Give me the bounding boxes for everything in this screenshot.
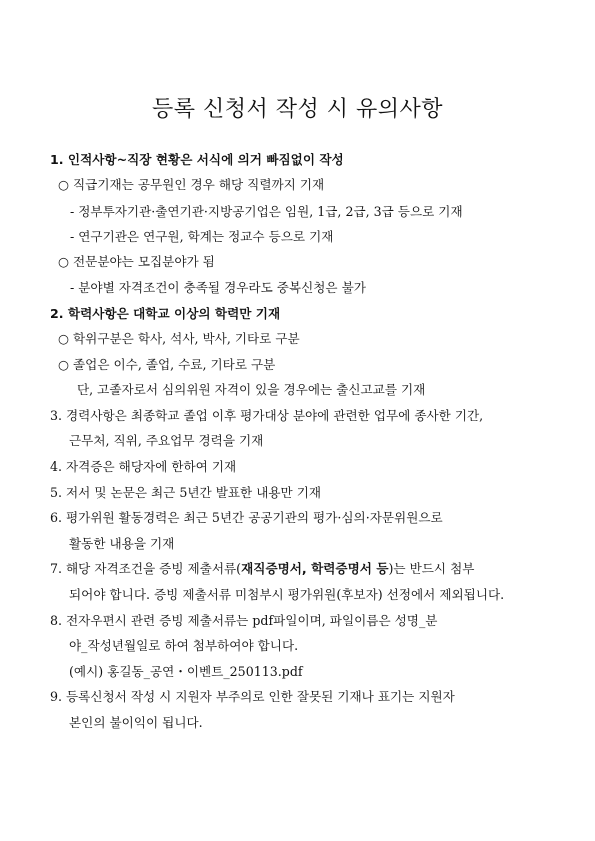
item-1-sub-1: - 정부투자기관·출연기관·지방공기업은 임원, 1급, 2급, 3급 등으로 기재 [70,204,463,219]
item-1-bullet-2: ○ 전문분야는 모집분야가 됨 [58,254,215,269]
item-1-heading: 1. 인적사항~직장 현황은 서식에 의거 빠짐없이 작성 [50,152,344,167]
item-9-line-2: 본인의 불이익이 됩니다. [69,715,203,730]
item-2-note: 단, 고졸자로서 심의위원 자격이 있을 경우에는 출신고교를 기재 [77,382,426,397]
item-7-emphasis: 재직증명서, 학력증명서 등 [241,561,389,576]
item-7-text-start: 7. 해당 자격조건을 증빙 제출서류( [50,561,242,576]
item-8-line-2: 야_작성년월일로 하여 첨부하여야 합니다. [69,638,299,653]
item-6-line-1: 6. 평가위원 활동경력은 최근 5년간 공공기관의 평가·심의·자문위원으로 [50,510,443,525]
item-3-line-2: 근무처, 직위, 주요업무 경력을 기재 [69,433,264,448]
item-8-example: (예시) 홍길동_공연・이벤트_250113.pdf [69,664,303,679]
item-8-line-1: 8. 전자우편시 관련 증빙 제출서류는 pdf파일이며, 파일이름은 성명_분 [50,613,438,628]
item-4: 4. 자격증은 해당자에 한하여 기재 [50,459,237,474]
item-7-line-2: 되어야 합니다. 증빙 제출서류 미첨부시 평가위원(후보자) 선정에서 제외됩니다. [69,587,505,602]
item-2-bullet-1: ○ 학위구분은 학사, 석사, 박사, 기타로 구분 [58,331,300,346]
item-3-line-1: 3. 경력사항은 최종학교 졸업 이후 평가대상 분야에 관련한 업무에 종사한 기간, [50,408,484,423]
item-9-line-1: 9. 등록신청서 작성 시 지원자 부주의로 인한 잘못된 기재나 표기는 지원자 [50,689,455,704]
item-7-text-end: )는 반드시 첨부 [388,561,475,576]
item-1-bullet-1: ○ 직급기재는 공무원인 경우 해당 직렬까지 기재 [58,177,325,192]
item-2-bullet-2: ○ 졸업은 이수, 졸업, 수료, 기타로 구분 [58,357,276,372]
page-title: 등록 신청서 작성 시 유의사항 [152,97,443,122]
item-5: 5. 저서 및 논문은 최근 5년간 발표한 내용만 기재 [50,485,322,500]
item-1-sub-3: - 분야별 자격조건이 충족될 경우라도 중복신청은 불가 [70,280,366,295]
item-2-heading: 2. 학력사항은 대학교 이상의 학력만 기재 [50,306,281,321]
item-7-line-1 [50,560,474,578]
item-1-sub-2: - 연구기관은 연구원, 학계는 정교수 등으로 기재 [70,229,334,244]
item-6-line-2: 활동한 내용을 기재 [69,536,175,551]
